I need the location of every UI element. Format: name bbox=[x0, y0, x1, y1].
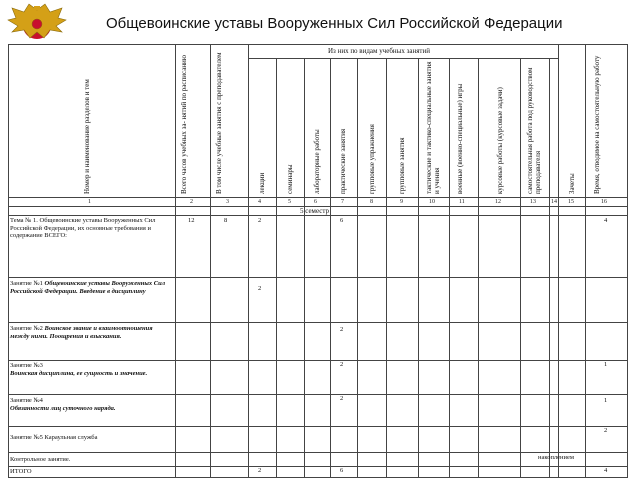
header-type-tactical: тактические и тактико-специальные занятия и учения bbox=[425, 61, 441, 194]
page-title: Общевоинские уставы Вооруженных Сил Российской Федерации bbox=[106, 15, 563, 32]
header-type-war-games: военные (военно-специальные) игры bbox=[456, 83, 464, 194]
row-lectures: 2 bbox=[258, 467, 262, 474]
header-type-group-exercises: групповые упражнения bbox=[368, 124, 376, 194]
row-label-topic: Тема № 1. Общевоинские уставы Вооруженных Сил Российской Федерации, их основные требования и содержание ВСЕГО: bbox=[10, 217, 156, 239]
header-type-practical: практические занятия bbox=[339, 128, 347, 194]
header-col-credit: Зачеты bbox=[568, 173, 576, 194]
col-number: 13 bbox=[530, 199, 536, 205]
header-group-types: Из них по видам учебных занятий bbox=[328, 47, 430, 55]
row-label-plain: Занятие №1 bbox=[10, 280, 43, 287]
row-selfwork: 4 bbox=[604, 467, 608, 474]
col-number: 6 bbox=[314, 199, 317, 205]
row-practical: 2 bbox=[340, 326, 344, 333]
col-number: 14 bbox=[551, 199, 557, 205]
col-number: 10 bbox=[429, 199, 435, 205]
col-number: 5 bbox=[288, 199, 291, 205]
row-label-bold: Обязанности лиц суточного наряда. bbox=[10, 404, 116, 412]
header-type-selfwork-supervised: самостоятельная работа под руководством преподавателя bbox=[526, 67, 542, 194]
row-practical: 6 bbox=[340, 467, 344, 474]
header-col-teacher: В том числе учебные занятия с преподавателем bbox=[215, 52, 223, 194]
row-selfwork: 2 bbox=[604, 427, 608, 434]
row-selfwork: 4 bbox=[604, 217, 608, 224]
curriculum-table bbox=[8, 44, 628, 478]
row-label: Контрольное занятие. bbox=[10, 456, 71, 463]
header-col-total: Всего часов учебных за- нятий по расписанию bbox=[180, 54, 188, 194]
col-number: 11 bbox=[459, 199, 465, 205]
row-selfwork: 1 bbox=[604, 361, 608, 368]
row-label-bold: Общевоинские уставы Вооруженных Сил Российской Федерации. Введение в дисциплину bbox=[10, 280, 166, 295]
col-number: 8 bbox=[370, 199, 373, 205]
row-label-total: ИТОГО bbox=[10, 468, 32, 475]
row-label-plain: Занятие №2 bbox=[10, 325, 43, 332]
header-type-coursework: курсовые работы (курсовые задачи) bbox=[496, 87, 504, 194]
row-label-bold: Воинская дисциплина, ее сущность и значение. bbox=[10, 369, 148, 377]
header-col-section: Номер и наименование разделов и тем bbox=[83, 79, 91, 194]
row-note: накоплением bbox=[538, 454, 575, 461]
col-number: 12 bbox=[495, 199, 501, 205]
col-number: 2 bbox=[190, 199, 193, 205]
row-practical: 2 bbox=[340, 361, 344, 368]
header-type-group-lessons: групповые занятия bbox=[398, 137, 406, 194]
row-teacher: 8 bbox=[224, 217, 228, 224]
row-total: 12 bbox=[188, 217, 195, 224]
col-number: 7 bbox=[341, 199, 344, 205]
row-label-plain: Занятие №3 bbox=[10, 362, 43, 369]
header-type-seminars: семинары bbox=[286, 164, 294, 194]
col-number: 1 bbox=[88, 199, 91, 205]
col-number: 15 bbox=[568, 199, 574, 205]
row-label-bold: Воинское звание и взаимоотношения между ними. Поощрения и взыскания. bbox=[10, 325, 153, 340]
row-selfwork: 1 bbox=[604, 397, 608, 404]
semester-label: 5 семестр bbox=[300, 207, 330, 215]
header-type-labs: лабораторные работы bbox=[313, 129, 321, 194]
row-label: Занятие №5 Караульная служба bbox=[10, 434, 98, 441]
col-number: 16 bbox=[601, 199, 607, 205]
row-label bbox=[10, 325, 172, 340]
header-type-lectures: лекции bbox=[258, 172, 266, 194]
row-label bbox=[10, 362, 172, 377]
col-number: 3 bbox=[226, 199, 229, 205]
row-practical: 2 bbox=[340, 395, 344, 402]
header-col-selfwork: Время, отводимое на самостоятельную работу bbox=[593, 55, 601, 194]
row-label bbox=[10, 397, 172, 412]
col-number: 4 bbox=[258, 199, 261, 205]
row-label-plain: Занятие №4 bbox=[10, 397, 43, 404]
col-number: 9 bbox=[400, 199, 403, 205]
row-label bbox=[10, 280, 172, 295]
row-lectures: 2 bbox=[258, 217, 262, 224]
row-practical: 6 bbox=[340, 217, 344, 224]
row-lectures: 2 bbox=[258, 285, 262, 292]
emblem-icon bbox=[6, 2, 68, 44]
